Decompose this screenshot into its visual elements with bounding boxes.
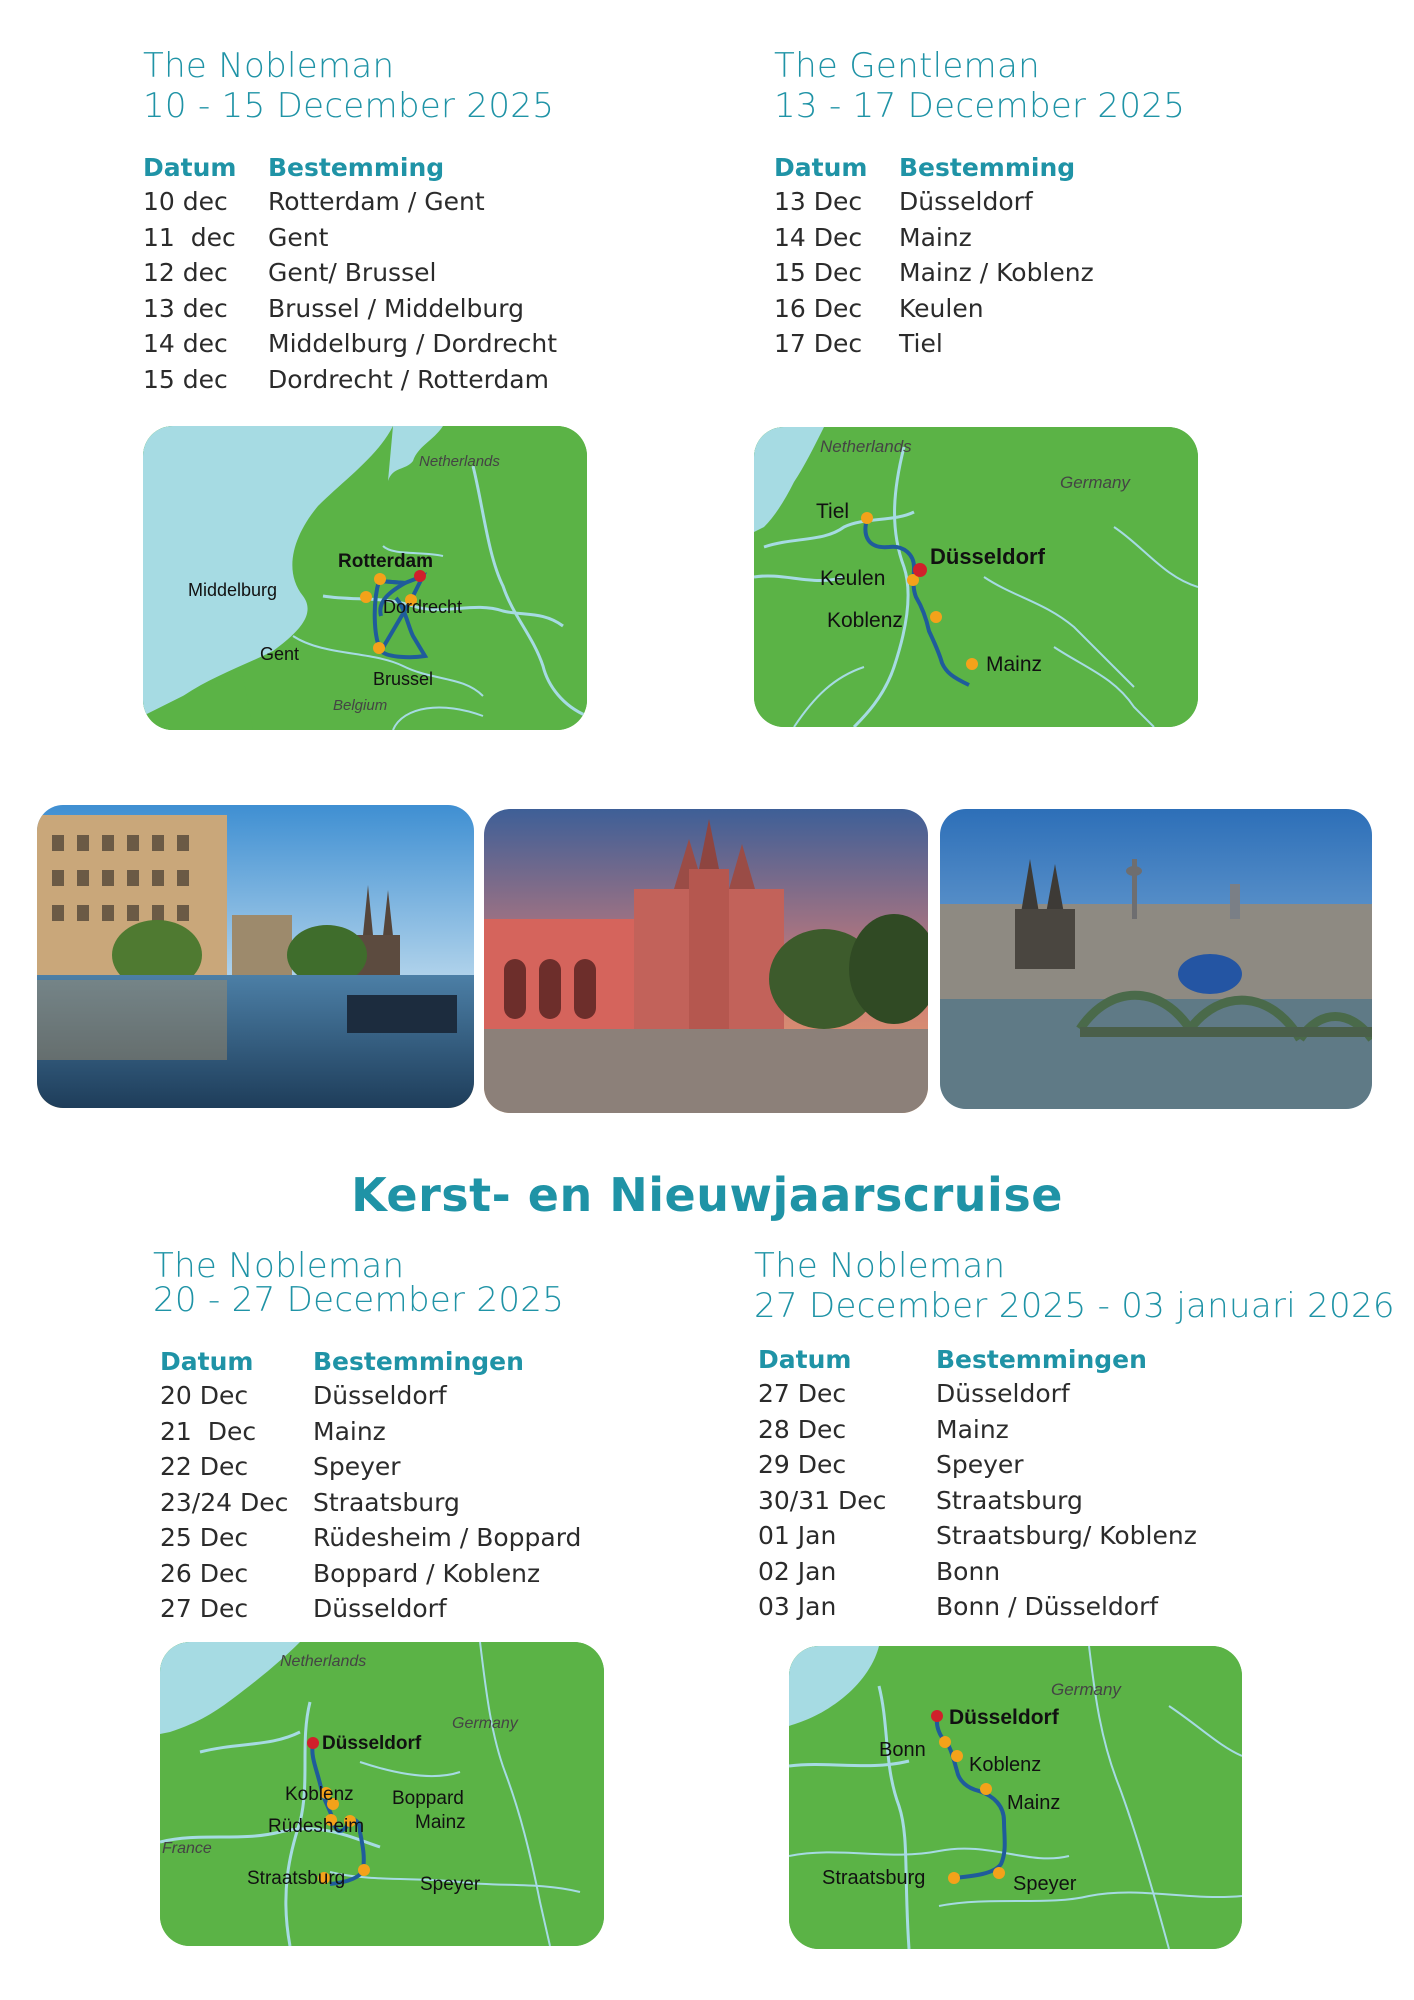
table-row (160, 1556, 581, 1592)
row-date: 16 Dec (774, 293, 863, 323)
row-destination: Düsseldorf (936, 1379, 1070, 1409)
map-label-stop: Straatsburg (247, 1868, 346, 1889)
map-label-stop: Boppard (392, 1788, 464, 1809)
row-date: 03 Jan (758, 1592, 837, 1622)
row-destination: Brussel / Middelburg (268, 293, 524, 323)
map-label-stop: Bonn (879, 1739, 926, 1761)
ship-name: The Nobleman (143, 46, 395, 86)
row-date: 29 Dec (758, 1450, 847, 1480)
column-header-date: Datum (758, 1344, 852, 1374)
cologne-skyline-photo (940, 809, 1372, 1109)
table-row (758, 1518, 1197, 1554)
table-row (160, 1414, 581, 1450)
row-date: 11 dec (143, 222, 236, 252)
map-label-stop: Koblenz (285, 1784, 354, 1805)
ship-name: The Nobleman (754, 1246, 1006, 1286)
cruise-2 (774, 46, 1185, 362)
table-row (143, 220, 557, 256)
map-label-stop: Brussel (373, 669, 434, 689)
row-destination: Boppard / Koblenz (313, 1558, 541, 1588)
row-destination: Bonn / Düsseldorf (936, 1592, 1159, 1622)
row-destination: Mainz (936, 1414, 1009, 1444)
map-label-country: Netherlands (280, 1653, 367, 1670)
row-date: 12 dec (143, 258, 228, 288)
table-row (774, 326, 1094, 362)
itinerary-table (160, 1344, 581, 1627)
table-header (758, 1342, 1197, 1376)
map-label-start: Düsseldorf (949, 1706, 1059, 1729)
table-row (774, 255, 1094, 291)
ship-name: The Nobleman (153, 1246, 405, 1286)
map-label-stop: Keulen (820, 567, 886, 590)
row-date: 14 dec (143, 329, 228, 359)
map-label-stop: Gent (260, 644, 300, 664)
cruise-4 (754, 1246, 1395, 1625)
row-destination: Düsseldorf (899, 187, 1033, 217)
row-destination: Rotterdam / Gent (268, 187, 485, 217)
row-destination: Straatsburg (936, 1485, 1083, 1515)
row-destination: Düsseldorf (313, 1594, 447, 1624)
itinerary-table (774, 150, 1094, 362)
row-destination: Straatsburg (313, 1487, 460, 1517)
table-row (160, 1591, 581, 1627)
row-date: 13 Dec (774, 187, 863, 217)
table-row (758, 1483, 1197, 1519)
row-destination: Gent/ Brussel (268, 258, 437, 288)
photo-graphic (484, 809, 928, 1113)
map-label-stop: Dordrecht (383, 597, 463, 617)
map-graphic (789, 1646, 1242, 1949)
map-label-stop: Speyer (1013, 1873, 1077, 1895)
map-label-country: Netherlands (820, 437, 912, 456)
row-date: 02 Jan (758, 1556, 837, 1586)
route-map-rhine-north (754, 427, 1198, 727)
route-map-rhine-christmas (160, 1642, 604, 1946)
map-label-stop: Speyer (420, 1874, 481, 1895)
row-date: 20 Dec (160, 1381, 249, 1411)
column-header-destination: Bestemming (899, 152, 1076, 182)
table-row (143, 362, 557, 398)
mainz-cathedral-photo (484, 809, 928, 1113)
map-label-country: Germany (452, 1715, 518, 1732)
map-graphic (754, 427, 1198, 727)
photo-graphic (37, 805, 474, 1108)
map-label-start: Rotterdam (338, 551, 434, 572)
row-destination: Dordrecht / Rotterdam (268, 364, 549, 394)
table-row (774, 291, 1094, 327)
table-row (160, 1485, 581, 1521)
row-date: 30/31 Dec (758, 1485, 887, 1515)
table-header (143, 150, 557, 184)
row-date: 27 Dec (160, 1594, 249, 1624)
map-label-stop: Middelburg (188, 580, 278, 600)
column-header-date: Datum (774, 152, 868, 182)
table-row (758, 1376, 1197, 1412)
row-destination: Gent (268, 222, 329, 252)
map-label-start: Düsseldorf (930, 544, 1045, 569)
table-row (143, 184, 557, 220)
map-label-stop: Koblenz (969, 1754, 1042, 1776)
row-destination: Bonn (936, 1556, 1001, 1586)
row-date: 01 Jan (758, 1521, 837, 1551)
map-label-stop: Rüdesheim (268, 1816, 365, 1837)
table-header (774, 150, 1094, 184)
row-destination: Speyer (936, 1450, 1024, 1480)
map-label-country: Germany (1051, 1680, 1121, 1699)
row-date: 26 Dec (160, 1558, 249, 1588)
row-date: 10 dec (143, 187, 228, 217)
map-graphic (143, 426, 587, 730)
row-destination: Straatsburg/ Koblenz (936, 1521, 1197, 1551)
map-label-stop: Koblenz (827, 609, 903, 632)
row-date: 27 Dec (758, 1379, 847, 1409)
table-row (160, 1520, 581, 1556)
map-label-country: France (162, 1840, 212, 1857)
photo-graphic (940, 809, 1372, 1109)
column-header-date: Datum (160, 1346, 254, 1376)
row-destination: Speyer (313, 1452, 401, 1482)
table-row (143, 291, 557, 327)
cruise-dates: 13 - 17 December 2025 (774, 86, 1186, 126)
table-row (774, 184, 1094, 220)
row-destination: Rüdesheim / Boppard (313, 1523, 582, 1553)
column-header-destination: Bestemmingen (936, 1344, 1147, 1374)
route-map-benelux (143, 426, 587, 730)
map-label-stop: Mainz (1007, 1792, 1061, 1814)
map-label-country: Germany (1060, 473, 1130, 492)
cruise-3 (153, 1246, 581, 1627)
table-row (758, 1589, 1197, 1625)
row-destination: Middelburg / Dordrecht (268, 329, 558, 359)
map-label-stop: Mainz (986, 653, 1043, 676)
row-destination: Mainz (899, 222, 972, 252)
itinerary-table (758, 1342, 1197, 1625)
row-date: 13 dec (143, 293, 228, 323)
column-header-destination: Bestemming (268, 152, 445, 182)
row-date: 21 Dec (160, 1416, 257, 1446)
table-row (160, 1378, 581, 1414)
row-date: 22 Dec (160, 1452, 249, 1482)
route-map-rhine-newyear (789, 1646, 1242, 1949)
table-row (143, 326, 557, 362)
map-label-country: Belgium (333, 697, 388, 714)
row-destination: Keulen (899, 293, 984, 323)
map-label-start: Düsseldorf (322, 1733, 422, 1754)
row-date: 23/24 Dec (160, 1487, 289, 1517)
map-label-country: Netherlands (419, 453, 500, 470)
cruise-1 (143, 46, 557, 397)
map-label-stop: Tiel (816, 500, 850, 523)
row-date: 25 Dec (160, 1523, 249, 1553)
section-title: Kerst- en Nieuwjaarscruise (351, 1168, 1063, 1222)
row-date: 15 Dec (774, 258, 863, 288)
itinerary-table (143, 150, 557, 397)
column-header-date: Datum (143, 152, 237, 182)
cruise-dates: 27 December 2025 - 03 januari 2026 (754, 1286, 1395, 1326)
row-date: 28 Dec (758, 1414, 847, 1444)
cruise-dates: 20 - 27 December 2025 (153, 1280, 565, 1320)
ship-name: The Gentleman (774, 46, 1040, 86)
table-header (160, 1344, 581, 1378)
row-destination: Mainz / Koblenz (899, 258, 1094, 288)
cruise-dates: 10 - 15 December 2025 (143, 86, 555, 126)
row-destination: Tiel (899, 329, 943, 359)
row-date: 15 dec (143, 364, 228, 394)
row-date: 17 Dec (774, 329, 863, 359)
table-row (758, 1412, 1197, 1448)
column-header-destination: Bestemmingen (313, 1346, 524, 1376)
map-label-stop: Straatsburg (822, 1867, 926, 1889)
row-date: 14 Dec (774, 222, 863, 252)
row-destination: Mainz (313, 1416, 386, 1446)
strasbourg-canal-photo (37, 805, 474, 1108)
map-graphic (160, 1642, 604, 1946)
map-label-stop: Mainz (415, 1812, 466, 1833)
table-row (758, 1447, 1197, 1483)
row-destination: Düsseldorf (313, 1381, 447, 1411)
table-row (758, 1554, 1197, 1590)
table-row (160, 1449, 581, 1485)
table-row (143, 255, 557, 291)
table-row (774, 220, 1094, 256)
